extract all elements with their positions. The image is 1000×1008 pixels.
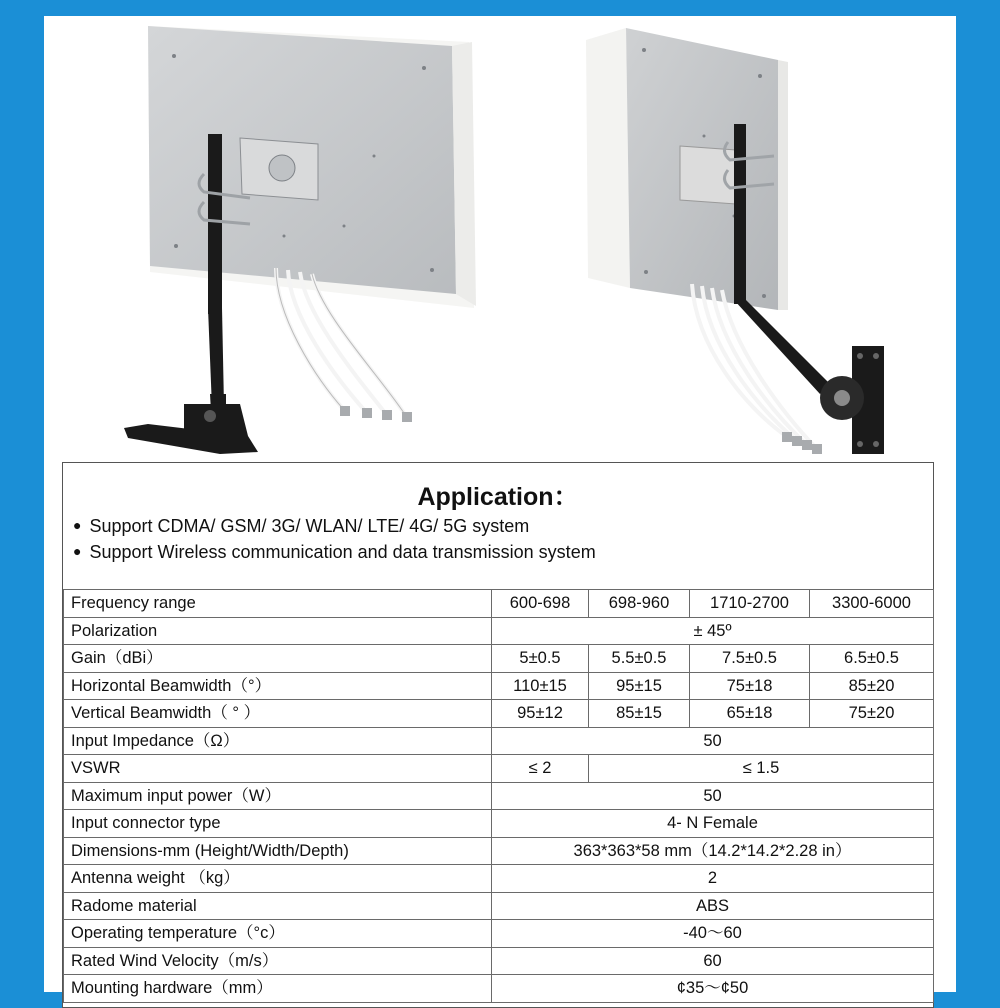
table-row xyxy=(64,617,934,645)
spec-cell: 3300-6000 xyxy=(810,590,934,618)
bullet-lead: Support xyxy=(89,542,153,562)
table-row xyxy=(64,727,934,755)
spec-panel xyxy=(62,462,934,1008)
spec-label: Frequency range xyxy=(64,590,492,618)
spec-cell: 4- N Female xyxy=(492,810,934,838)
spec-cell: 5±0.5 xyxy=(492,645,589,673)
spec-cell: 5.5±0.5 xyxy=(589,645,690,673)
application-bullet xyxy=(63,539,933,565)
spec-cell: 95±12 xyxy=(492,700,589,728)
spec-label: VSWR xyxy=(64,755,492,783)
spec-cell: 75±18 xyxy=(690,672,810,700)
spec-cell: ± 45º xyxy=(492,617,934,645)
antenna-photos-svg xyxy=(44,16,956,461)
spec-cell: 65±18 xyxy=(690,700,810,728)
spec-cell: ≤ 1.5 xyxy=(589,755,934,783)
spec-table xyxy=(63,589,934,1003)
product-photos xyxy=(44,16,956,461)
spec-cell: 50 xyxy=(492,782,934,810)
spec-label: Antenna weight （kg） xyxy=(64,865,492,893)
table-row xyxy=(64,590,934,618)
spec-cell: 95±15 xyxy=(589,672,690,700)
spec-cell: 600-698 xyxy=(492,590,589,618)
spec-cell: -40～60 xyxy=(492,920,934,948)
bullet-text: CDMA/ GSM/ 3G/ WLAN/ LTE/ 4G/ 5G system xyxy=(157,516,530,536)
spec-cell: 75±20 xyxy=(810,700,934,728)
table-row xyxy=(64,810,934,838)
spec-cell: ¢35～¢50 xyxy=(492,975,934,1003)
spec-cell: 7.5±0.5 xyxy=(690,645,810,673)
table-row xyxy=(64,947,934,975)
antenna-left xyxy=(124,26,476,454)
spec-label: Rated Wind Velocity（m/s） xyxy=(64,947,492,975)
spec-cell: 2 xyxy=(492,865,934,893)
bullet-icon: ● xyxy=(73,543,82,559)
spec-label: Maximum input power（W） xyxy=(64,782,492,810)
application-title: Application： xyxy=(417,483,579,511)
bullet-text: Wireless communication and data transmission system xyxy=(157,542,596,562)
spec-label: Mounting hardware（mm） xyxy=(64,975,492,1003)
table-row xyxy=(64,672,934,700)
bullet-icon: ● xyxy=(73,517,82,533)
spec-label: Input connector type xyxy=(64,810,492,838)
spec-cell: 50 xyxy=(492,727,934,755)
spec-cell: 85±15 xyxy=(589,700,690,728)
antenna-right xyxy=(586,28,884,454)
table-row xyxy=(64,920,934,948)
spec-cell: 1710-2700 xyxy=(690,590,810,618)
table-row xyxy=(64,782,934,810)
table-row xyxy=(64,700,934,728)
table-row xyxy=(64,975,934,1003)
spec-cell: ≤ 2 xyxy=(492,755,589,783)
spec-label: Operating temperature（°c） xyxy=(64,920,492,948)
spec-label: Polarization xyxy=(64,617,492,645)
spec-label: Input Impedance（Ω） xyxy=(64,727,492,755)
bullet-lead: Support xyxy=(89,516,153,536)
table-row xyxy=(64,645,934,673)
table-row xyxy=(64,865,934,893)
spec-label: Horizontal Beamwidth（°） xyxy=(64,672,492,700)
spec-cell: 698-960 xyxy=(589,590,690,618)
spec-label: Vertical Beamwidth（ ° ） xyxy=(64,700,492,728)
application-bullet xyxy=(63,513,933,539)
spec-cell: 6.5±0.5 xyxy=(810,645,934,673)
spec-cell: 60 xyxy=(492,947,934,975)
spec-label: Radome material xyxy=(64,892,492,920)
spec-label: Dimensions-mm (Height/Width/Depth) xyxy=(64,837,492,865)
spec-cell: 363*363*58 mm（14.2*14.2*2.28 in） xyxy=(492,837,934,865)
table-row xyxy=(64,755,934,783)
spec-cell: 85±20 xyxy=(810,672,934,700)
spec-cell: 110±15 xyxy=(492,672,589,700)
product-frame xyxy=(44,16,956,998)
table-row xyxy=(64,837,934,865)
spec-cell: ABS xyxy=(492,892,934,920)
table-row xyxy=(64,892,934,920)
spec-label: Gain（dBi） xyxy=(64,645,492,673)
